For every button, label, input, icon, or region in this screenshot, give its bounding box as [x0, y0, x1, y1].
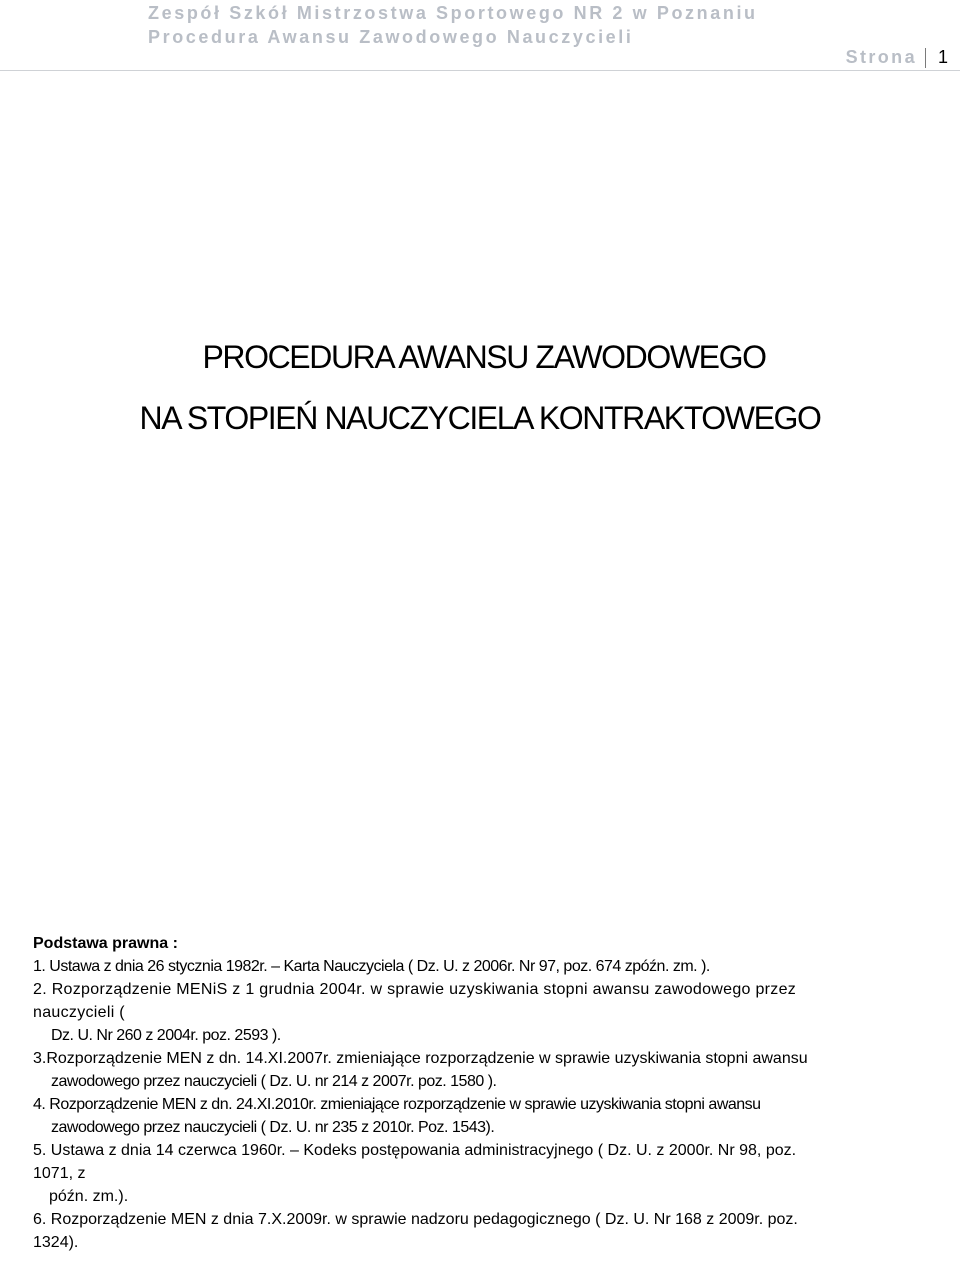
list-item-line: Dz. U. Nr 260 z 2004r. poz. 2593 ). — [51, 1027, 281, 1044]
list-item-line: 6. Rozporządzenie MEN z dnia 7.X.2009r. w sprawie nadzoru pedagogicznego ( Dz. U. Nr 168 z 2009r. poz. — [33, 1211, 798, 1228]
list-item — [33, 1208, 953, 1254]
list-item — [33, 955, 953, 978]
page-header — [148, 0, 948, 49]
legal-basis-section — [33, 933, 953, 1254]
list-item — [33, 978, 953, 1047]
list-item — [33, 1093, 953, 1139]
header-document-name: Procedura Awansu Zawodowego Nauczycieli — [148, 27, 634, 47]
document-title-line-1: PROCEDURA AWANSU ZAWODOWEGO — [202, 339, 766, 375]
header-divider — [0, 70, 960, 71]
document-title-line-2: NA STOPIEŃ NAUCZYCIELA KONTRAKTOWEGO — [139, 400, 821, 436]
page-label: Strona — [845, 47, 917, 67]
page-number-block — [846, 45, 948, 69]
legal-basis-heading: Podstawa prawna : — [33, 935, 178, 952]
header-school-name: Zespół Szkół Mistrzostwa Sportowego NR 2 w Poznaniu — [148, 3, 758, 23]
list-item-line: zawodowego przez nauczycieli ( Dz. U. nr 214 z 2007r. poz. 1580 ). — [51, 1073, 497, 1090]
page-number: 1 — [937, 47, 948, 67]
list-item-line: 4. Rozporządzenie MEN z dn. 24.XI.2010r. zmieniające rozporządzenie w sprawie uzyskiwania stopni awansu — [33, 1096, 761, 1113]
list-item-line: nauczycieli ( — [33, 1004, 125, 1021]
list-item-line: zawodowego przez nauczycieli ( Dz. U. nr 235 z 2010r. Poz. 1543). — [51, 1119, 495, 1136]
list-item-line: 1. Ustawa z dnia 26 stycznia 1982r. – Karta Nauczyciela ( Dz. U. z 2006r. Nr 97, poz. 674 zpóźn. zm. ). — [33, 958, 710, 975]
legal-basis-list — [33, 955, 953, 1254]
page-number-separator — [925, 48, 926, 68]
list-item-line: 1071, z — [33, 1165, 86, 1182]
list-item-line: 1324). — [33, 1234, 79, 1251]
list-item-line: 5. Ustawa z dnia 14 czerwca 1960r. – Kodeks postępowania administracyjnego ( Dz. U. z 2000r. Nr 98, poz. — [33, 1142, 797, 1159]
list-item-line: 2. Rozporządzenie MENiS z 1 grudnia 2004r. w sprawie uzyskiwania stopni awansu zawodowego przez — [33, 981, 797, 998]
list-item — [33, 1139, 953, 1208]
list-item-line: późn. zm.). — [49, 1188, 129, 1205]
list-item-line: 3.Rozporządzenie MEN z dn. 14.XI.2007r. zmieniające rozporządzenie w sprawie uzyskiwania stopni awansu — [33, 1050, 808, 1067]
list-item — [33, 1047, 953, 1093]
